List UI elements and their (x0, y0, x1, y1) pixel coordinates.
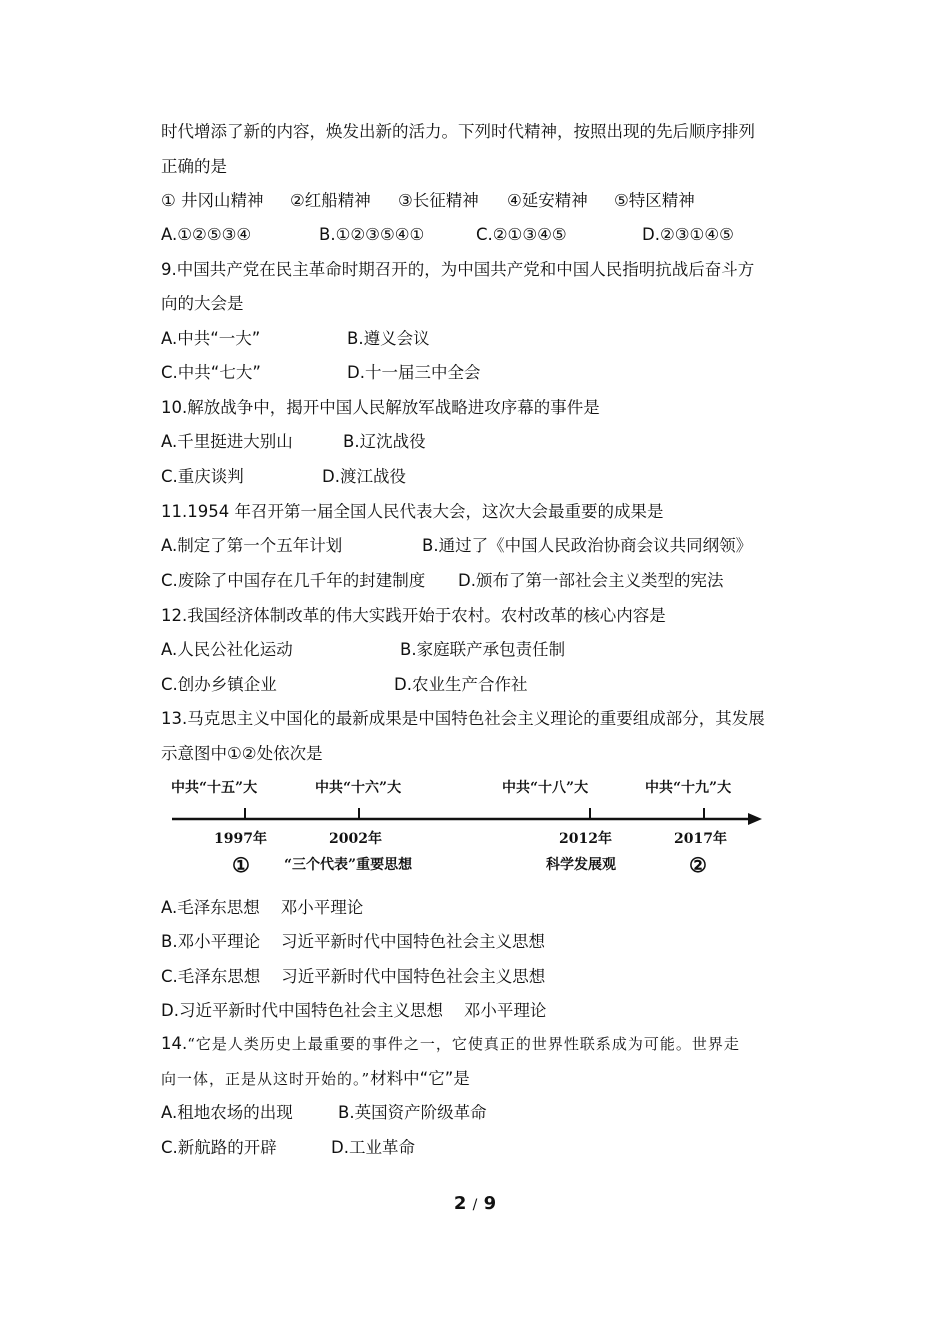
q10-option-b: B.辽沈战役 (343, 432, 426, 451)
timeline-year-2012: 2012年 (559, 831, 612, 847)
q8-stem-line2: 正确的是 (161, 157, 227, 176)
q12-option-c: C.创办乡镇企业 (161, 675, 277, 694)
q9-option-c: C.中共“七大” (161, 363, 261, 382)
q13-option-a: A.毛泽东思想 邓小平理论 (161, 898, 364, 917)
q9-option-a: A.中共“一大” (161, 329, 261, 348)
q8-option-a: A.①②⑤③④ (161, 225, 252, 244)
q8-option-d: D.②③①④⑤ (642, 225, 734, 244)
timeline-congress-16: 中共“十六”大 (315, 780, 402, 796)
page-total: 9 (483, 1193, 497, 1214)
q13-stem-line1: 13.马克思主义中国化的最新成果是中国特色社会主义理论的重要组成部分，其发展 (161, 709, 765, 728)
page-number (0, 1193, 950, 1214)
timeline-arrowhead (748, 813, 762, 825)
q10-option-a: A.千里挺进大别山 (161, 432, 293, 451)
timeline-year-2002: 2002年 (329, 831, 382, 847)
page-separator: / (472, 1197, 478, 1213)
q14-option-b: B.英国资产阶级革命 (338, 1103, 487, 1122)
timeline-label-2: ② (689, 853, 707, 877)
timeline-label-scientific-outlook: 科学发展观 (546, 857, 616, 873)
q11-option-a: A.制定了第一个五年计划 (161, 536, 343, 555)
q14-stem-line1 (161, 1033, 740, 1055)
q8-item-1: ① 井冈山精神 (161, 191, 264, 210)
q8-item-2: ②红船精神 (290, 191, 371, 210)
timeline-label-1: ① (232, 853, 250, 877)
q9-option-d: D.十一届三中全会 (347, 363, 481, 382)
q9-stem-line1: 9.中国共产党在民主革命时期召开的，为中国共产党和中国人民指明抗战后奋斗方 (161, 260, 755, 279)
q14-stem-line2 (161, 1068, 470, 1090)
q13-option-d: D.习近平新时代中国特色社会主义思想 邓小平理论 (161, 1001, 547, 1020)
q14-number: 14. (161, 1034, 188, 1053)
q14-question: 材料中“它”是 (370, 1069, 470, 1088)
q8-option-b: B.①②③⑤④① (319, 225, 425, 244)
q8-item-4: ④延安精神 (507, 191, 588, 210)
timeline-congress-18: 中共“十八”大 (502, 780, 589, 796)
q11-option-c: C.废除了中国存在几千年的封建制度 (161, 571, 426, 590)
q11-stem: 11.1954 年召开第一届全国人民代表大会，这次大会最重要的成果是 (161, 502, 664, 521)
q13-stem-line2: 示意图中①②处依次是 (161, 744, 323, 763)
page-current: 2 (453, 1193, 467, 1214)
timeline-year-2017: 2017年 (674, 831, 727, 847)
q8-stem-line1: 时代增添了新的内容，焕发出新的活力。下列时代精神，按照出现的先后顺序排列 (161, 122, 755, 141)
q8-item-5: ⑤特区精神 (614, 191, 695, 210)
timeline-axis (160, 800, 770, 830)
q10-stem: 10.解放战争中，揭开中国人民解放军战略进攻序幕的事件是 (161, 398, 600, 417)
q13-option-b: B.邓小平理论 习近平新时代中国特色社会主义思想 (161, 932, 546, 951)
q10-option-c: C.重庆谈判 (161, 467, 244, 486)
q12-option-a: A.人民公社化运动 (161, 640, 293, 659)
q11-option-b: B.通过了《中国人民政治协商会议共同纲领》 (422, 536, 753, 555)
q8-item-3: ③长征精神 (398, 191, 479, 210)
q9-stem-line2: 向的大会是 (161, 294, 244, 313)
q10-option-d: D.渡江战役 (322, 467, 406, 486)
timeline-congress-15: 中共“十五”大 (171, 780, 258, 796)
q8-option-c: C.②①③④⑤ (476, 225, 567, 244)
q14-quote-part1: “它是人类历史上最重要的事件之一，它使真正的世界性联系成为可能。世界走 (187, 1035, 740, 1053)
q9-option-b: B.遵义会议 (347, 329, 430, 348)
timeline-congress-19: 中共“十九”大 (645, 780, 732, 796)
q12-option-b: B.家庭联产承包责任制 (400, 640, 566, 659)
q14-option-d: D.工业革命 (331, 1138, 415, 1157)
timeline-label-three-represents: “三个代表”重要思想 (284, 857, 413, 873)
q12-option-d: D.农业生产合作社 (394, 675, 528, 694)
q14-quote-part2: 向一体，正是从这时开始的。” (161, 1070, 371, 1088)
timeline-year-1997: 1997年 (214, 831, 267, 847)
q11-option-d: D.颁布了第一部社会主义类型的宪法 (458, 571, 724, 590)
q13-option-c: C.毛泽东思想 习近平新时代中国特色社会主义思想 (161, 967, 546, 986)
q14-option-c: C.新航路的开辟 (161, 1138, 277, 1157)
q12-stem: 12.我国经济体制改革的伟大实践开始于农村。农村改革的核心内容是 (161, 606, 666, 625)
q14-option-a: A.租地农场的出现 (161, 1103, 293, 1122)
